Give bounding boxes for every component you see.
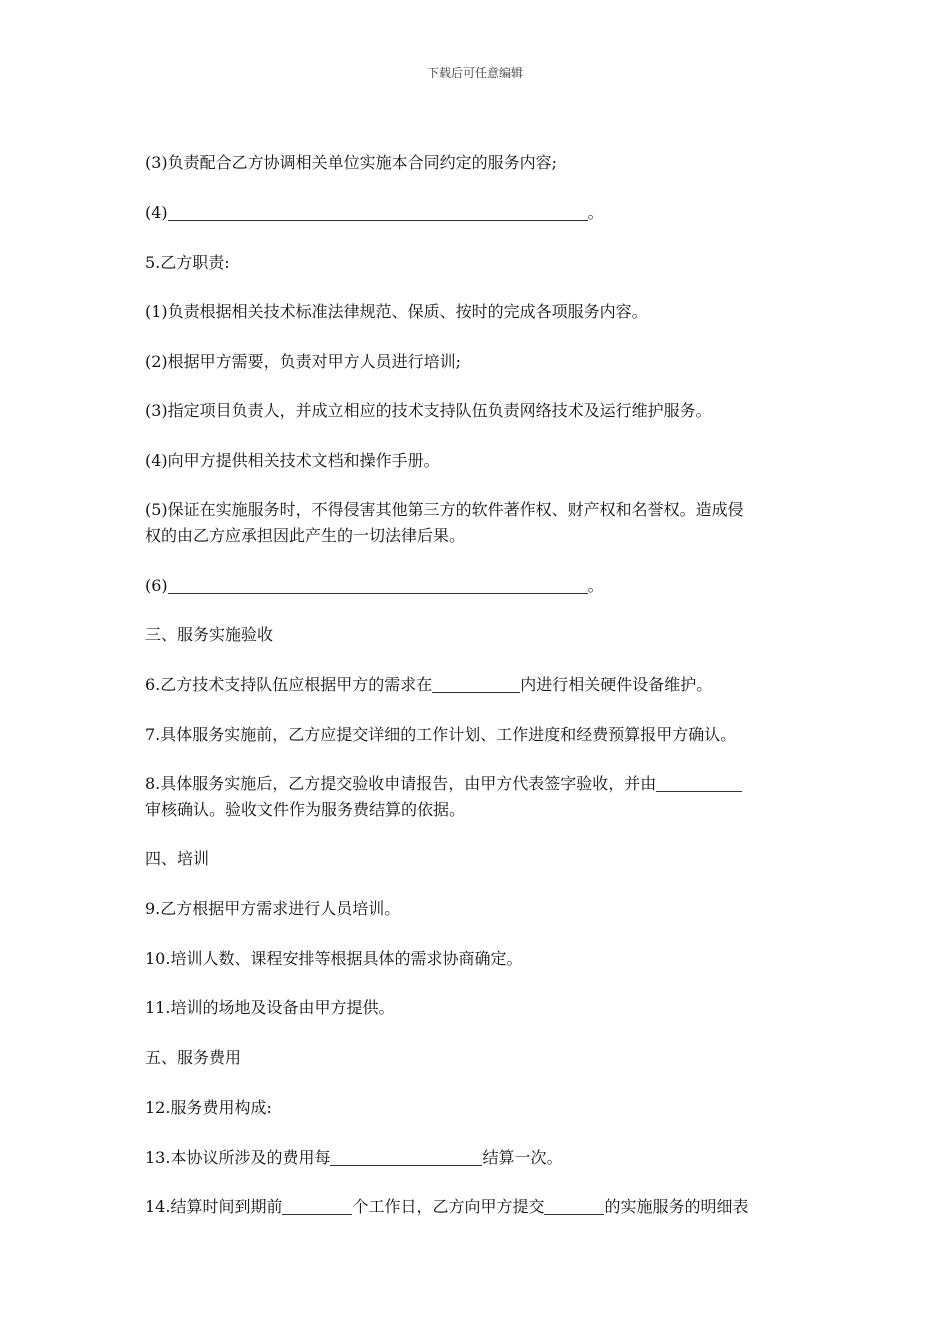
line-text: 。 [587, 576, 604, 595]
line-text: (3)负责配合乙方协调相关单位实施本合同约定的服务内容; [145, 153, 558, 172]
clause-line [145, 1095, 810, 1120]
line-text: 9.乙方根据甲方需求进行人员培训。 [145, 899, 401, 918]
line-text: 。 [587, 203, 604, 222]
clause-line [145, 398, 810, 423]
line-text: 三、服务实施验收 [145, 625, 274, 644]
clause-line [145, 797, 810, 822]
clause-line [145, 299, 810, 324]
line-text: 12.服务费用构成: [145, 1098, 272, 1117]
fill-in-blank[interactable] [168, 202, 588, 221]
clause-line [145, 497, 810, 522]
clause-line [145, 150, 810, 175]
section-heading [145, 1045, 810, 1070]
clause-line [145, 1194, 810, 1219]
section-heading [145, 846, 810, 871]
clause-line [145, 1145, 810, 1170]
clause-line [145, 523, 810, 548]
line-text: 5.乙方职责: [145, 253, 230, 272]
page-header: 下载后可任意编辑 [426, 66, 523, 80]
line-text: 11.培训的场地及设备由甲方提供。 [145, 998, 395, 1017]
line-text: 结算一次。 [482, 1148, 563, 1167]
line-text: (5)保证在实施服务时，不得侵害其他第三方的软件著作权、财产权和名誉权。造成侵 [145, 500, 744, 519]
line-text: 6.乙方技术支持队伍应根据甲方的需求在 [145, 675, 433, 694]
clause-line [145, 771, 810, 796]
line-text: (6) [145, 576, 168, 595]
line-text: (3)指定项目负责人，并成立相应的技术支持队伍负责网络技术及运行维护服务。 [145, 401, 712, 420]
fill-in-blank[interactable] [432, 674, 520, 693]
clause-line [145, 573, 810, 598]
line-text: 13.本协议所涉及的费用每 [145, 1148, 331, 1167]
clause-line [145, 349, 810, 374]
line-text: (1)负责根据相关技术标准法律规范、保质、按时的完成各项服务内容。 [145, 302, 648, 321]
line-text: 四、培训 [145, 849, 210, 868]
clause-line [145, 995, 810, 1020]
fill-in-blank[interactable] [330, 1147, 482, 1166]
section-heading [145, 622, 810, 647]
line-text: 五、服务费用 [145, 1048, 242, 1067]
line-text: (4) [145, 203, 168, 222]
line-text: 审核确认。验收文件作为服务费结算的依据。 [145, 800, 466, 819]
line-text: 8.具体服务实施后，乙方提交验收申请报告，由甲方代表签字验收，并由 [145, 774, 657, 793]
clause-line [145, 946, 810, 971]
fill-in-blank[interactable] [168, 575, 588, 594]
clause-line [145, 448, 810, 473]
fill-in-blank[interactable] [282, 1196, 352, 1215]
line-text: 7.具体服务实施前，乙方应提交详细的工作计划、工作进度和经费预算报甲方确认。 [145, 725, 737, 744]
line-text: 内进行相关硬件设备维护。 [520, 675, 713, 694]
clause-line [145, 200, 810, 225]
line-text: 14.结算时间到期前 [145, 1197, 283, 1216]
clause-line [145, 896, 810, 921]
section-heading [145, 250, 810, 275]
line-text: 的实施服务的明细表 [604, 1197, 749, 1216]
line-text: 个工作日，乙方向甲方提交 [352, 1197, 545, 1216]
fill-in-blank[interactable] [544, 1196, 604, 1215]
line-text: (4)向甲方提供相关技术文档和操作手册。 [145, 451, 440, 470]
clause-line [145, 672, 810, 697]
clause-line [145, 722, 810, 747]
line-text: 权的由乙方应承担因此产生的一切法律后果。 [145, 526, 466, 545]
line-text: 10.培训人数、课程安排等根据具体的需求协商确定。 [145, 949, 523, 968]
line-text: (2)根据甲方需要，负责对甲方人员进行培训; [145, 352, 462, 371]
fill-in-blank[interactable] [656, 773, 742, 792]
